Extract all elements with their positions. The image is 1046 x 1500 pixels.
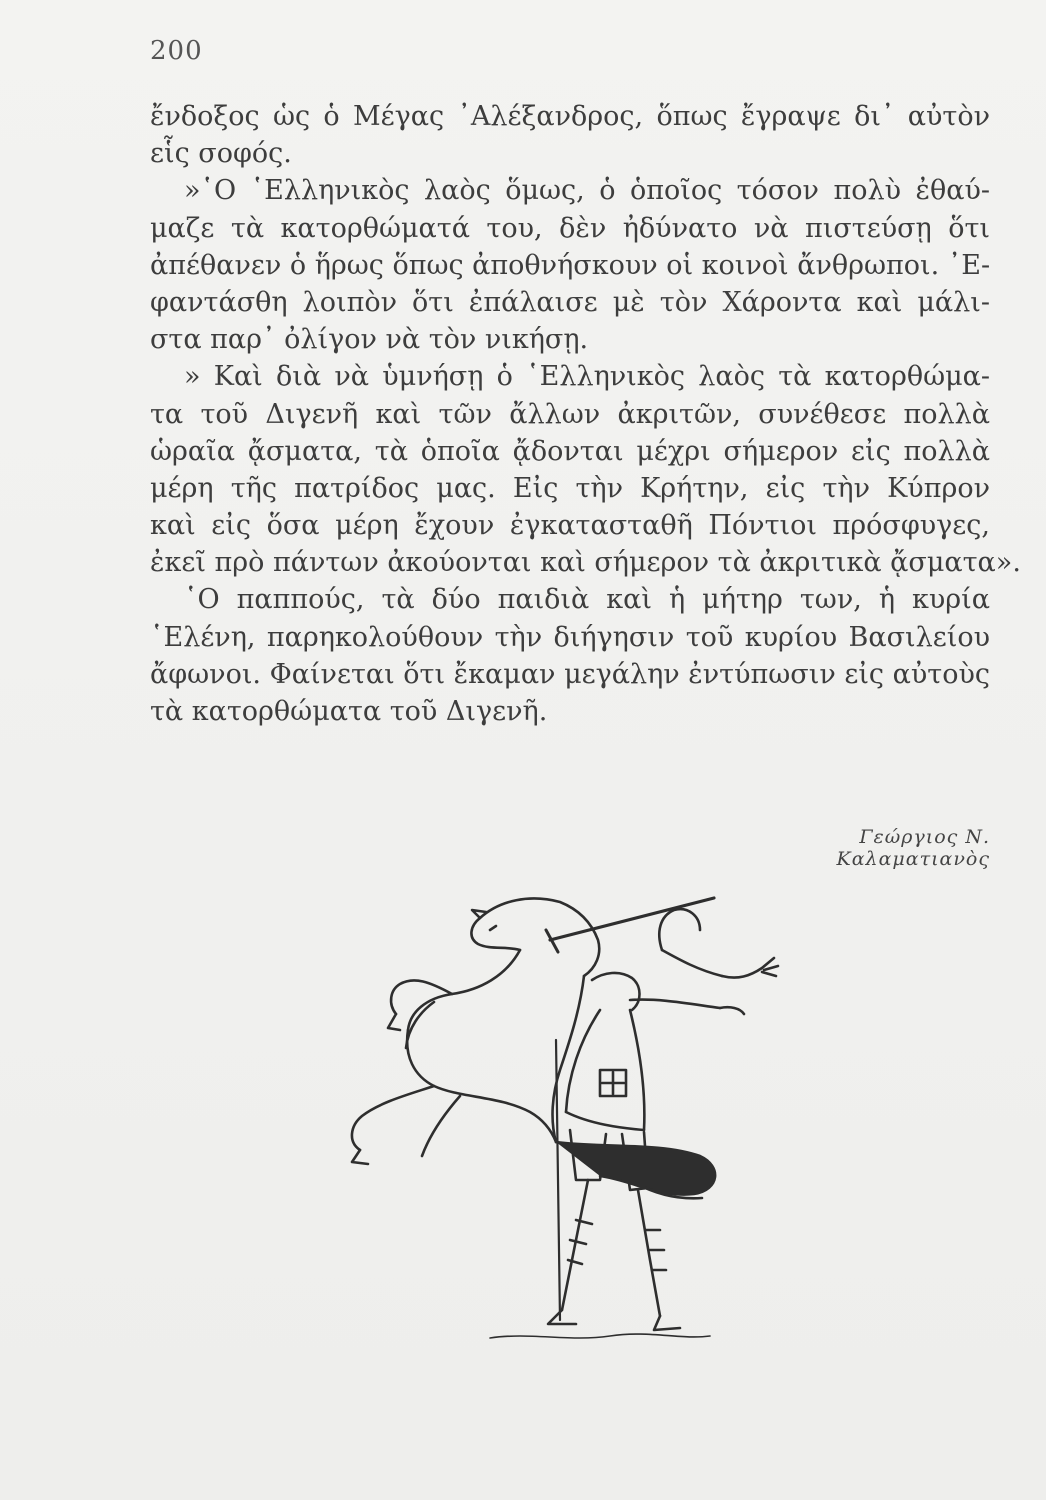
text-line: στα παρ᾿ ὀλίγον νὰ τὸν νικήσῃ.: [150, 324, 589, 356]
text-line: φαντάσθη λοιπὸν ὅτι ἐπάλαισε μὲ τὸν Χάροντα καὶ μάλι-: [150, 286, 990, 318]
author-signature: Γεώργιος Ν. Καλαματιανὸς: [836, 826, 990, 870]
text-line: εἷς σοφός.: [150, 138, 292, 170]
text-line: » Καὶ διὰ νὰ ὑμνήσῃ ὁ ῾Ελληνικὸς λαὸς τὰ κατορθώμα-: [184, 361, 990, 393]
horseman-drawing: [330, 880, 850, 1360]
text-line: »῾Ο ῾Ελληνικὸς λαὸς ὅμως, ὁ ὁποῖος τόσον πολὺ ἐθαύ-: [184, 175, 990, 207]
text-line: ὡραῖα ᾄσματα, τὰ ὁποῖα ᾄδονται μέχρι σήμερον εἰς πολλὰ: [150, 435, 990, 467]
text-line: τὰ κατορθώματα τοῦ Διγενῆ.: [150, 696, 548, 727]
page-number: 200: [150, 36, 203, 66]
text-line: ἀπέθανεν ὁ ἥρως ὅπως ἀποθνήσκουν οἱ κοινοὶ ἄνθρωποι. ᾿Ε-: [150, 249, 991, 281]
digenis-charon-illustration: [330, 880, 850, 1360]
text-line: μαζε τὰ κατορθώματά του, δὲν ἠδύνατο νὰ πιστεύσῃ ὅτι: [150, 212, 990, 244]
text-line: ἄφωνοι. Φαίνεται ὅτι ἔκαμαν μεγάλην ἐντύπωσιν εἰς αὐτοὺς: [150, 658, 990, 690]
text-line: ῾Ελένη, παρηκολούθουν τὴν διήγησιν τοῦ κυρίου Βασιλείου: [150, 621, 990, 653]
text-line: τα τοῦ Διγενῆ καὶ τῶν ἄλλων ἀκριτῶν, συνέθεσε πολλὰ: [150, 398, 990, 430]
body-text: [150, 98, 1021, 730]
text-line: ῾Ο παππούς, τὰ δύο παιδιὰ καὶ ἡ μήτηρ των, ἡ κυρία: [184, 584, 990, 616]
text-line: ἐκεῖ πρὸ πάντων ἀκούονται καὶ σήμερον τὰ ἀκριτικὰ ᾄσματα».: [150, 547, 1021, 579]
text-line: μέρη τῆς πατρίδος μας. Εἰς τὴν Κρήτην, εἰς τὴν Κύπρον: [150, 472, 990, 504]
text-line: καὶ εἰς ὅσα μέρη ἔχουν ἐγκατασταθῆ Πόντιοι πρόσφυγες,: [150, 510, 990, 542]
text-line: ἔνδοξος ὡς ὁ Μέγας ᾿Αλέξανδρος, ὅπως ἔγραψε δι᾿ αὐτὸν: [150, 101, 990, 132]
